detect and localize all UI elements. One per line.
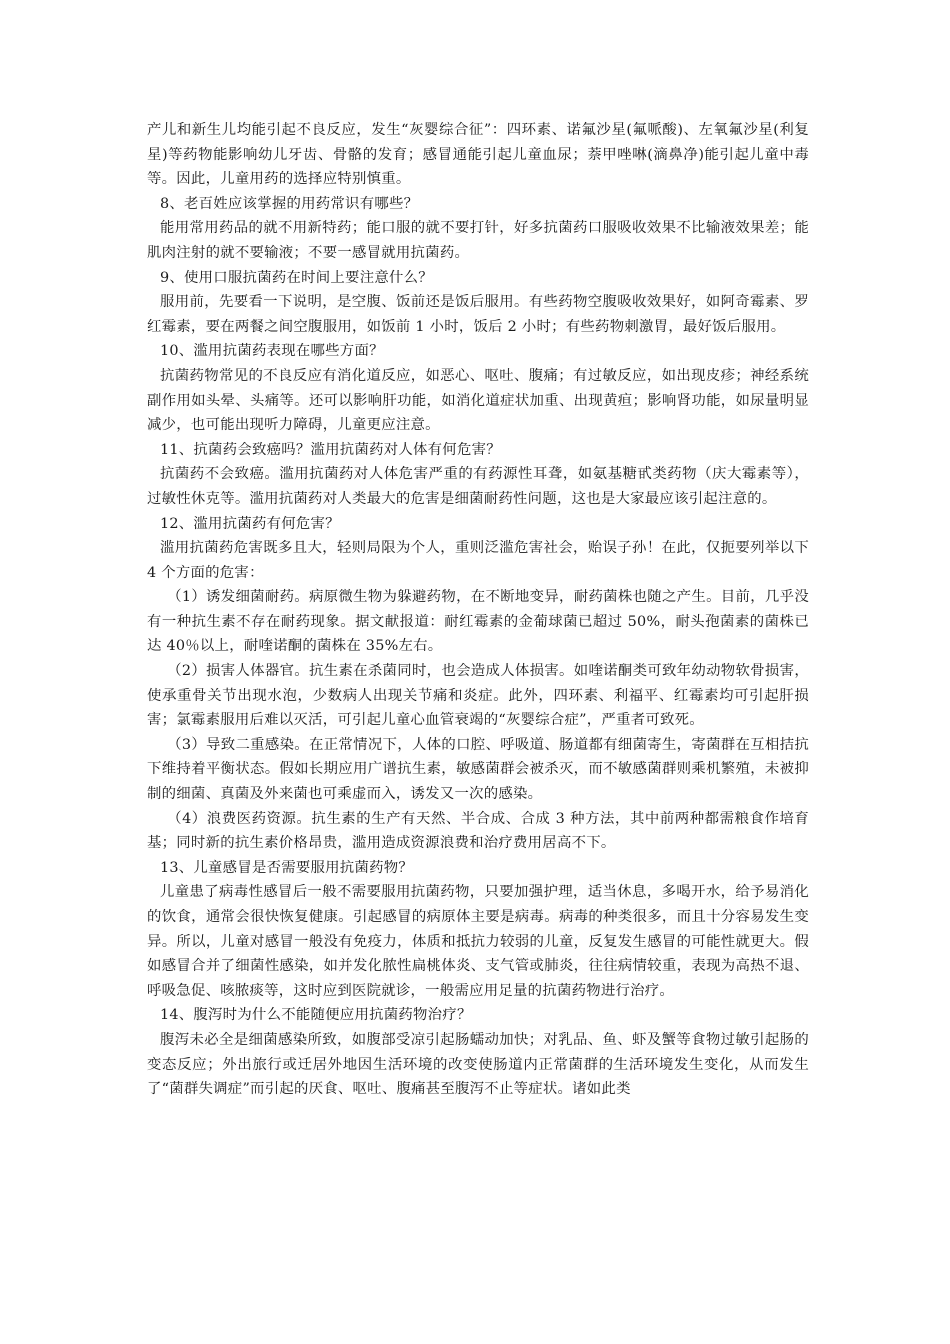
answer-12: 滥用抗菌药危害既多且大，轻则局限为个人，重则泛滥危害社会，贻误子孙！在此，仅扼要列举以下 4 个方面的危害： (147, 540, 809, 581)
continued-paragraph: 产儿和新生儿均能引起不良反应，发生“灰婴综合征”：四环素、诺氟沙星(氟哌酸)、左氧氟沙星(利复星)等药物能影响幼儿牙齿、骨骼的发育；感冒通能引起儿童血尿；萘甲唑啉(滴鼻净)能引起儿童中毒等。因此，儿童用药的选择应特别慎重。 (147, 122, 809, 188)
question-14: 14、腹泻时为什么不能随便应用抗菌药物治疗？ (159, 1007, 472, 1024)
question-9: 9、使用口服抗菌药在时间上要注意什么？ (159, 269, 433, 286)
harm-item-4: （4）浪费医药资源。抗生素的生产有天然、半合成、合成 3 种方法，其中前两种都需粮食作培育基；同时新的抗生素价格昂贵，滥用造成资源浪费和治疗费用居高不下。 (147, 810, 809, 852)
harm-item-3: （3）导致二重感染。在正常情况下，人体的口腔、呼吸道、肠道都有细菌寄生，寄菌群在互相拮抗下维持着平衡状态。假如长期应用广谱抗生素，敏感菌群会被杀灭，而不敏感菌群则乘机繁殖，未被抑制的细菌、真菌及外来菌也可乘虚而入，诱发又一次的感染。 (147, 736, 809, 803)
document-page (147, 118, 809, 1102)
answer-10: 抗菌药物常见的不良反应有消化道反应，如恶心、呕吐、腹痛；有过敏反应，如出现皮疹；神经系统副作用如头晕、头痛等。还可以影响肝功能，如消化道症状加重、出现黄疸；影响肾功能，如尿量明显减少，也可能出现听力障碍，儿童更应注意。 (147, 367, 809, 434)
question-8: 8、老百姓应该掌握的用药常识有哪些？ (159, 195, 419, 212)
question-11: 11、抗菌药会致癌吗？滥用抗菌药对人体有何危害？ (159, 441, 501, 458)
question-13: 13、儿童感冒是否需要服用抗菌药物？ (159, 859, 414, 876)
answer-14: 腹泻未必全是细菌感染所致，如腹部受凉引起肠蠕动加快；对乳品、鱼、虾及蟹等食物过敏引起肠的变态反应；外出旅行或迁居外地因生活环境的改变使肠道内正常菌群的生活环境发生变化，从而发生了“菌群失调症”而引起的厌食、呕吐、腹痛甚至腹泻不止等症状。诸如此类 (147, 1031, 809, 1098)
answer-9: 服用前，先要看一下说明，是空腹、饭前还是饭后服用。有些药物空腹吸收效果好，如阿奇霉素、罗红霉素，要在两餐之间空腹服用，如饭前 1 小时，饭后 2 小时；有些药物刺激胃，最好饭后服用。 (147, 294, 809, 335)
answer-13: 儿童患了病毒性感冒后一般不需要服用抗菌药物，只要加强护理，适当休息，多喝开水，给予易消化的饮食，通常会很快恢复健康。引起感冒的病原体主要是病毒。病毒的种类很多，而且十分容易发生变异。所以，儿童对感冒一般没有免疫力，体质和抵抗力较弱的儿童，反复发生感冒的可能性就更大。假如感冒合并了细菌性感染，如并发化脓性扁桃体炎、支气管或肺炎，往往病情较重，表现为高热不退、呼吸急促、咳脓痰等，这时应到医院就诊，一般需应用足量的抗菌药物进行治疗。 (147, 884, 809, 999)
question-10: 10、滥用抗菌药表现在哪些方面？ (159, 343, 384, 360)
answer-8: 能用常用药品的就不用新特药；能口服的就不要打针，好多抗菌药口服吸收效果不比输液效果差；能肌肉注射的就不要输液；不要一感冒就用抗菌药。 (147, 220, 809, 261)
harm-item-2: （2）损害人体器官。抗生素在杀菌同时，也会造成人体损害。如喹诺酮类可致年幼动物软骨损害，使承重骨关节出现水泡，少数病人出现关节痛和炎症。此外，四环素、利福平、红霉素均可引起肝损害；氯霉素服用后难以灭活，可引起儿童心血管衰竭的“灰婴综合症”，严重者可致死。 (147, 663, 809, 729)
question-12: 12、滥用抗菌药有何危害？ (159, 515, 340, 532)
answer-11: 抗菌药不会致癌。滥用抗菌药对人体危害严重的有药源性耳聋，如氨基糖甙类药物（庆大霉素等），过敏性休克等。滥用抗菌药对人类最大的危害是细菌耐药性问题，这也是大家最应该引起注意的。 (147, 466, 809, 507)
harm-item-1: （1）诱发细菌耐药。病原微生物为躲避药物，在不断地变异，耐药菌株也随之产生。目前，几乎没有一种抗生素不存在耐药现象。据文献报道：耐红霉素的金葡球菌已超过 50%，耐头孢菌素的菌株已达 40％以上，耐喹诺酮的菌株在 35%左右。 (147, 589, 809, 655)
